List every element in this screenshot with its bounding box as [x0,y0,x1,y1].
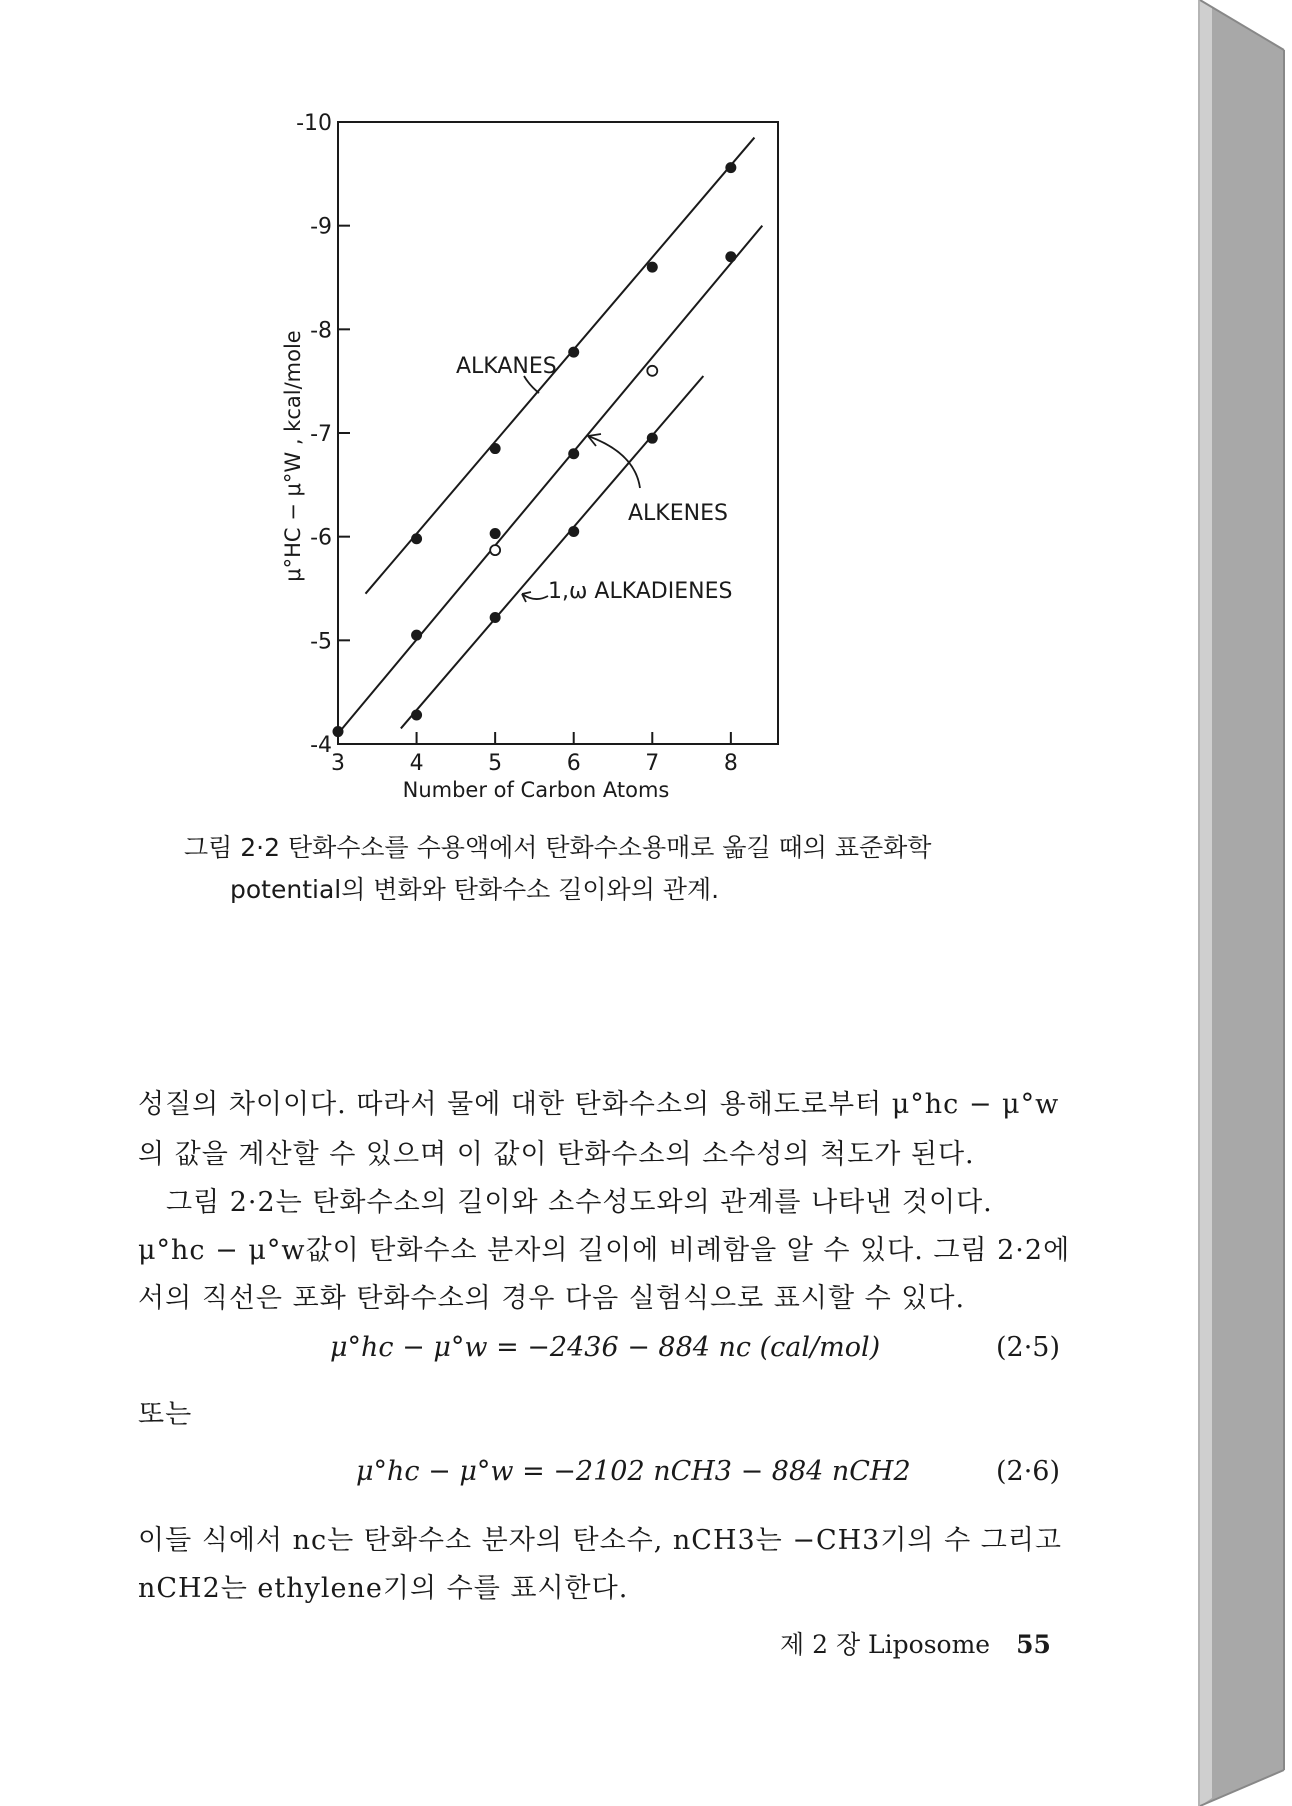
data-point-0 [568,347,579,358]
data-point-0 [490,443,501,454]
x-axis-label: Number of Carbon Atoms [402,778,670,802]
series-label-alkadienes: 1,ω ALKADIENES [548,579,733,604]
x-tick-label: 7 [645,751,660,776]
data-point-0 [411,533,422,544]
body-line-2: 의 값을 계산할 수 있으며 이 값이 탄화수소의 소수성의 척도가 된다. [138,1139,975,1170]
data-point-1 [568,448,579,459]
equation-2-5: μ°hc − μ°w = −2436 − 884 nc (cal/mol) [330,1332,881,1363]
alkadienes-arrow [522,594,548,599]
carbon-atoms-chart [281,111,930,948]
body-line-4: μ°hc − μ°w값이 탄화수소 분자의 길이에 비례함을 알 수 있다. 그림 2·2에 [138,1235,1071,1266]
x-tick-label: 8 [723,751,738,776]
y-tick-label: -6 [310,525,332,551]
y-tick-label: -9 [310,214,332,240]
x-tick-label: 3 [331,751,345,776]
figure-caption-line-2: potential의 변화와 탄화수소 길이와의 관계. [230,875,720,904]
chapter-title: 제 2 장 Liposome [780,1630,991,1659]
equation-2-6: μ°hc − μ°w = −2102 nCH3 − 884 nCH2 [356,1456,911,1487]
data-point-0 [647,262,658,273]
data-point-1 [333,726,344,737]
data-point-1 [411,630,422,641]
series-label-alkenes: ALKENES [628,501,728,526]
or-text: 또는 [138,1399,193,1430]
data-point-2 [647,433,658,444]
page-number: 55 [1016,1630,1051,1659]
y-tick-label: -7 [310,422,332,447]
body-line-6: 이들 식에서 nc는 탄화수소 분자의 탄소수, nCH3는 −CH3기의 수 그리고 [138,1525,1062,1556]
data-point-1 [490,528,501,539]
plot-frame [338,122,778,744]
data-point-2 [568,526,579,537]
equation-2-5-number: (2·5) [996,1332,1061,1363]
series-line-2 [401,376,704,728]
body-line-1: 성질의 차이이다. 따라서 물에 대한 탄화수소의 용해도로부터 μ°hc − μ°w [138,1089,1060,1120]
open-data-point-1 [490,545,500,555]
body-line-5: 서의 직선은 포화 탄화수소의 경우 다음 실험식으로 표시할 수 있다. [138,1283,966,1314]
page-footer [780,1625,1051,1661]
series-line-1 [338,226,762,734]
equation-2-6-number: (2·6) [996,1456,1061,1487]
x-tick-label: 5 [488,751,503,776]
y-tick-label: -8 [310,318,332,344]
data-point-1 [725,251,736,262]
y-axis-label: μ°HC − μ°W , kcal/mole [281,330,305,582]
x-tick-label: 4 [409,751,424,776]
data-point-2 [490,612,501,623]
body-line-7: nCH2는 ethylene기의 수를 표시한다. [138,1573,629,1604]
series-label-alkanes: ALKANES [456,354,557,379]
body-line-3: 그림 2·2는 탄화수소의 길이와 소수성도와의 관계를 나타낸 것이다. [166,1187,993,1218]
figure-2-2 [184,111,932,948]
figure-caption-line-1: 그림 2·2 탄화수소를 수용액에서 탄화수소용매로 옮길 때의 표준화학 [184,833,932,862]
y-tick-label: -5 [310,629,332,655]
x-tick-label: 6 [566,751,581,776]
y-tick-label: -10 [296,111,332,136]
data-point-2 [411,709,422,720]
data-point-0 [725,162,736,173]
y-tick-label: -4 [310,733,332,758]
open-data-point-1 [647,366,657,376]
